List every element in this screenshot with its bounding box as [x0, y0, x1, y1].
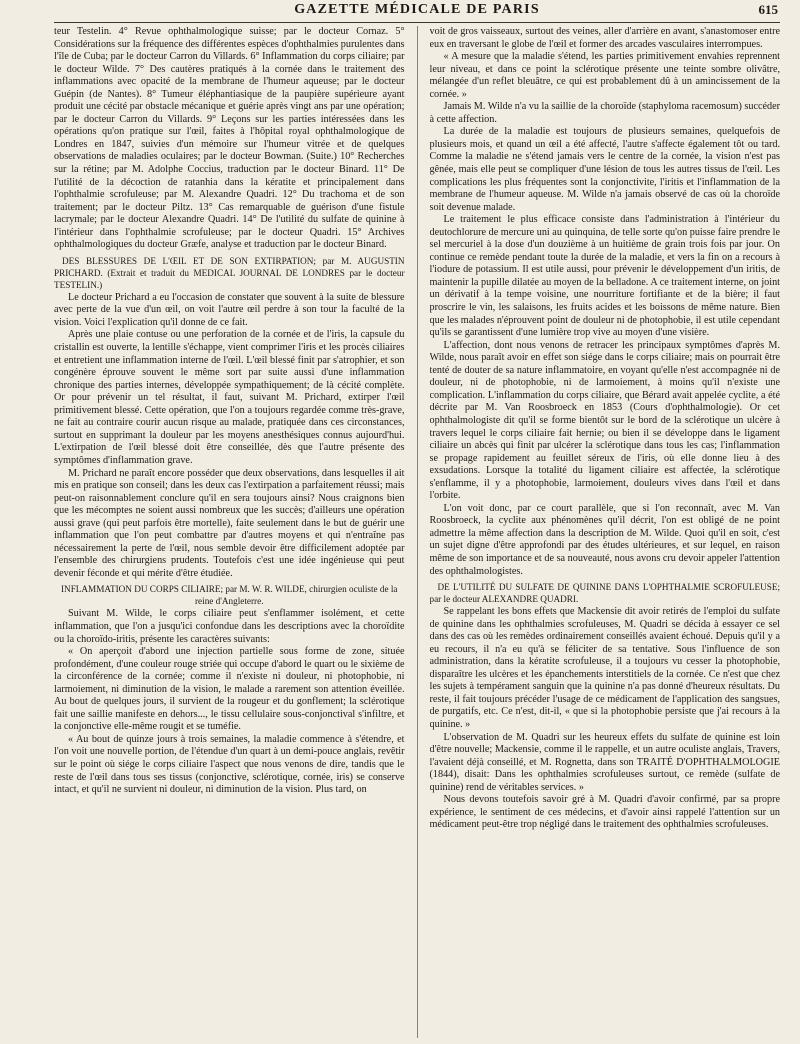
body-paragraph: Le traitement le plus efficace consiste dans l'administration à l'intérieur du deutochlorure de mercure uni au quinquina, de telle sorte qu'on puisse faire prendre le sel mercuriel à la dose d'un douzième à un huitième de grain trois fois par jour. On continue ce remède pendant toute la durée de la maladie, et vers la fin on a recours à l'iodure de potassium. Il est utile aussi, pour prévenir le développement d'un iritis, de maintenir la pupille dilatée au moyen de la belladone. A ce traitement interne, on joint un dérivatif à la tempe voisine, une nourriture fortifiante et de la bière; il faut proscrire le vin, les salaisons, les fruits acides et les boissons de même nature. Bien que les malades n'éprouvent point de douleur ni de photophobie, il est utile cependant qu'ils se garantissent d'une lumière trop vive au moyen d'une visière. [429, 214, 781, 339]
body-paragraph: Nous devons toutefois savoir gré à M. Quadri d'avoir confirmé, par sa propre expérience, le sentiment de ces médecins, et d'avoir ainsi rappelé l'attention sur un médicament peut-être trop négligé dans le traitement des ophthalmies scrofuleuses. [429, 794, 781, 831]
body-paragraph: Jamais M. Wilde n'a vu la saillie de la choroïde (staphyloma racemosum) succéder à cette affection. [429, 101, 781, 125]
quoted-paragraph: « Au bout de quinze jours à trois semaines, la maladie commence à s'étendre, et l'on voit une nouvelle portion, de l'étendue d'un quart à un demi-pouce anglais, revêtir sur le point où siége le corps ciliaire l'aspect que nous venons de dire, tandis que le reste de l'œil dans tous ses tissus (conjonctive, sclérotique, cornée, iris) se conserve intact, et qu'il ne survient ni douleur, ni diminution de la vision. Plus tard, on [54, 733, 405, 796]
column-divider [417, 26, 418, 1038]
body-paragraph: L'affection, dont nous venons de retracer les principaux symptômes d'après M. Wilde, nous paraît avoir en effet son siége dans le corps ciliaire; mais on pourrait être tenté de douter de sa nature inflammatoire, en voyant qu'elle n'est accompagnée ni de douleur, ni de photophobie, ni de larmoiement, à moins qu'il n'existe une complication. L'inflammation du corps ciliaire, que Bérard avait appelée cyclite, a été décrite par M. Van Roosbroeck en 1853 (Cours d'ophthalmologie). Or cet ophthalmologiste dit qu'il se forme bientôt sur le bord de la sclérotique un ulcère à travers lequel le corps ciliaire fait hernie; ou bien il se développe dans le ligament ciliaire un abcès qui finit par ulcérer la sclérotique dans tous les cas; l'inflammation se propage rapidement au feuillet séreux de l'iris, où elle donne lieu à des exsudations. Lorsque la totalité du ligament ciliaire est affectée, la sclérotique s'enflamme, il y a photophobie, larmoiement, douleurs vives dans l'œil et dans l'orbite. [429, 339, 781, 502]
body-paragraph: M. Prichard ne paraît encore posséder que deux observations, dans lesquelles il ait mis en pratique son conseil; dans les deux cas l'extirpation a parfaitement réussi; mais peut-on raisonnablement conclure qu'il en sera toujours ainsi? Nous craignons bien que les mécomptes ne soient aussi nombreux que les succès; d'ailleurs une opération aussi grave (qui peut parfois être mortelle), faite seulement dans le but de guérir une inflammation que l'on peut combattre par d'autres moyens et qui n'entraîne pas nécessairement la perte de l'œil, nous semble devoir être difficilement adoptée par l'ensemble des chirurgiens prudents. Toutefois c'est une idée ingénieuse qui peut devenir féconde et qui mérite d'être étudiée. [54, 467, 405, 579]
running-title: GAZETTE MÉDICALE DE PARIS [294, 2, 540, 17]
two-column-body [54, 26, 780, 1038]
section-heading-prichard: DES BLESSURES DE L'ŒIL ET DE SON EXTIRPATION; par M. AUGUSTIN PRICHARD. (Extrait et traduit du MEDICAL JOURNAL DE LONDRES par le docteur TESTELIN.) [54, 255, 405, 290]
body-paragraph: Se rappelant les bons effets que Mackensie dit avoir retirés de l'emploi du sulfate de quinine dans les ophthalmies scrofuleuses, M. Quadri se décida à essayer ce sel dans des cas où les remèdes ordinairement conseillés avaient échoué. Depuis qu'il y a eu recours, il n'a eu qu'à se féliciter de sa tentative. Sous l'influence de son administration, dans la kératite scrofuleuse, il a toujours vu cesser la photophobie, disparaître les ulcères et les épanchements interstitiels de la cornée. Ce n'est que chez les sujets à tempérament sanguin que la quinine n'a pas donné d'heureux résultats. Du reste, il fait toujours précéder l'usage de ce médicament de l'application des sangsues, de purgatifs, etc. Ce n'est, dit-il, « que si la photophobie persiste que j'ai recours à la quinine. » [429, 606, 781, 730]
page-header [54, 0, 780, 23]
right-column [430, 26, 781, 1038]
body-paragraph: L'on voit donc, par ce court parallèle, que si l'on reconnaît, avec M. Van Roosbroeck, la cyclite aux phénomènes qu'il décrit, l'on est obligé de ne point admettre la même affection dans la description de M. Wilde. Quoi qu'il en soit, c'est un sujet digne d'être approfondi par des études ultérieures, et sur lequel, en raison même de son importance et de sa nouveauté, nous avons cru devoir appeler l'attention des ophthalmologistes. [429, 502, 781, 577]
left-column [54, 26, 405, 1038]
body-paragraph: voit de gros vaisseaux, surtout des veines, aller d'arrière en avant, s'anastomoser entre eux en traversant le globe de l'œil et former des arcades vasculaires interrompues. [429, 26, 781, 50]
quoted-paragraph: « A mesure que la maladie s'étend, les parties primitivement envahies reprennent leur niveau, et dans ce point la sclérotique présente une teinte sombre olivâtre, mélangée d'un reflet bleuâtre, ce qui est probablement dû à un amincissement de la cornée. » [429, 51, 781, 100]
body-paragraph: Suivant M. Wilde, le corps ciliaire peut s'enflammer isolément, et cette inflammation, que l'on a jusqu'ici confondue dans les descriptions avec la choroïdite ou la choroïdo-iritis, présente les caractères suivants: [54, 608, 405, 645]
body-paragraph: Le docteur Prichard a eu l'occasion de constater que souvent à la suite de blessure avec perte de la vue d'un œil, on voit l'autre œil perdre à son tour la faculté de la vision. Voici l'explication qu'il donne de ce fait. [54, 291, 405, 328]
quoted-paragraph: « On aperçoit d'abord une injection partielle sous forme de zone, située profondément, d'une couleur rouge striée qui occupe d'abord le quart ou le sixième de la circonférence de la cornée; comme il n'existe ni douleur, ni photophobie, ni larmoiement, ni diminution de la vision, le malade a rarement son attention éveillée. Au bout de quelques jours, il survient de la rougeur et du gonflement; la sclérotique fait une saillie manifeste en dehors..., le tissu cellulaire sous-conjonctival s'infiltre, et la conjonctive elle-même rougit et se tuméfie. [54, 646, 405, 733]
body-paragraph: Après une plaie contuse ou une perforation de la cornée et de l'iris, la capsule du cristallin est ouverte, la lentille s'échappe, vient comprimer l'iris et les procès ciliaires et entretient une inflammation interne de l'œil. L'œil blessé finit par s'atrophier, et son congénère éprouve souvent le même sort par suite aussi d'une inflammation chronique des parties internes, développée sympathiquement; de là cécité complète. Or pour prévenir un tel résultat, il faut, suivant M. Prichard, extirper l'œil primitivement blessé. Cette opération, que l'on a toujours regardée comme très-grave, ne fait au contraire courir aucun risque au malade, pratiquée dans ces circonstances, surtout en supprimant la douleur par les moyens anesthésiques connus aujourd'hui. L'extirpation de l'œil blessé doit être conseillée, dès que l'autre présente des symptômes d'inflammation grave. [54, 329, 405, 466]
article-list-paragraph: teur Testelin. 4° Revue ophthalmologique suisse; par le docteur Cornaz. 5° Considérations sur la fréquence des différentes espèces d'ophthalmies purulentes dans l'île de Cuba; par le docteur Carron du Villards. 6° Inflammation du corps ciliaire; par le docteur Wilde. 7° Des cautères pratiqués à la cornée dans le traitement des inflammations avec opacité de la membrane de l'humeur aqueuse; par le docteur Guépin (de Nantes). 8° Tumeur éléphantiasique de la paupière supérieure ayant produit une cécité par obstacle mécanique et guérie après vingt ans par une opération; par le docteur Carron du Villards. 9° Leçons sur les parties intéressées dans les opérations qu'on pratique sur l'œil, faites à l'hôpital royal ophthalmologique de Londres en 1847, suivies d'un mémoire sur l'humeur vitrée et de quelques observations de maladies oculaires; par le docteur Bowman. (Suite.) 10° Recherches sur la rétine; par M. Adolphe Coccius, traduction par le docteur Binard. 11° De l'utilité de la décoction de ratanhia dans la kératite et principalement dans l'ophthalmie scrofuleuse; par M. Alexandre Quadri. 12° Du trachoma et de son traitement; par le docteur Piltz. 13° Cas remarquable de guérison d'une fistule lacrymale; par le docteur Alexandre Quadri. 14° De l'utilité du sulfate de quinine à l'intérieur dans l'ophthalmie scrofuleuse; par le docteur Quadri. 15° Archives ophthalmologiques du docteur Græfe, analyse et traduction par le docteur Binard. [54, 26, 405, 251]
body-paragraph: La durée de la maladie est toujours de plusieurs semaines, quelquefois de plusieurs mois, et quand un œil a été affecté, l'autre s'affecte également tôt ou tard. Comme la maladie ne s'étend jamais vers le centre de la cornée, la vision n'est pas gênée, mais elle peut se compliquer d'une lésion de tous les autres tissus de l'œil. Les complications les plus fréquentes sont la conjonctivite, l'iritis et l'inflammation de la membrane de l'humeur aqueuse. M. Wilde n'a jamais observé de cas où la choroïde soit devenue malade. [429, 126, 781, 213]
section-heading-quadri: DE L'UTILITÉ DU SULFATE DE QUININE DANS L'OPHTHALMIE SCROFULEUSE; par le docteur ALEXANDRE QUADRI. [429, 582, 781, 605]
section-heading-wilde: INFLAMMATION DU CORPS CILIAIRE; par M. W. R. WILDE, chirurgien oculiste de la reine d'Angleterre. [61, 584, 398, 607]
page-number: 615 [758, 2, 778, 17]
body-paragraph: L'observation de M. Quadri sur les heureux effets du sulfate de quinine est loin d'être nouvelle; Mackensie, comme il le rappelle, et un autre oculiste anglais, Travers, l'avaient déjà conseillé, et M. Rognetta, dans son TRAITÉ D'OPHTHALMOLOGIE (1844), disait: Dans les ophthalmies scrofuleuses surtout, ce remède (sulfate de quinine) rend de véritables services. » [429, 731, 781, 793]
